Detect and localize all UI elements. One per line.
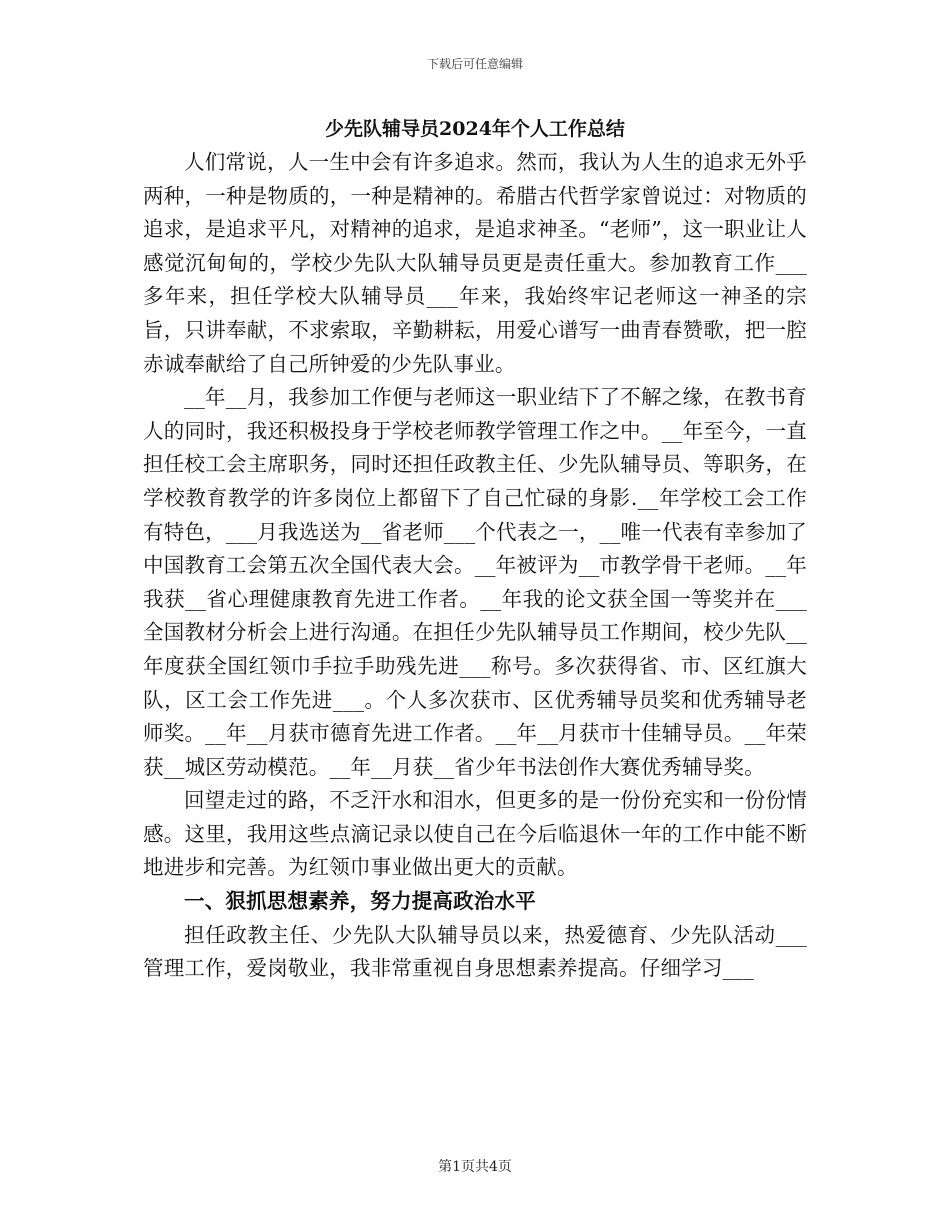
page-indicator: 第1页共4页 (438, 1159, 512, 1175)
document-body (143, 146, 807, 986)
header-note: 下载后可任意编辑 (426, 57, 523, 71)
paragraph-career: __年__月，我参加工作便与老师这一职业结下了不解之缘，在教书育人的同时，我还积极投身于学校老师教学管理工作之中。__年至今，一直担任校工会主席职务，同时还担任政教主任、少先队辅导员、等职务，在学校教育教学的许多岗位上都留下了自己忙碌的身影.__年学校工会工作有特色，___月我选送为__省老师___个代表之一，__唯一代表有幸参加了中国教育工会第五次全国代表大会。__年被评为__市教学骨干老师。__年我获__省心理健康教育先进工作者。__年我的论文获全国一等奖并在___全国教材分析会上进行沟通。在担任少先队辅导员工作期间，校少先队__年度获全国红领巾手拉手助残先进___称号。多次获得省、市、区红旗大队，区工会工作先进___。个人多次获市、区优秀辅导员奖和优秀辅导老师奖。__年__月获市德育先进工作者。__年__月获市十佳辅导员。__年荣获__城区劳动模范。__年__月获__省少年书法创作大赛优秀辅导奖。 (143, 385, 807, 779)
paragraph-section-1: 担任政教主任、少先队大队辅导员以来，热爱德育、少先队活动___管理工作，爱岗敬业，我非常重视自身思想素养提高。仔细学习___ (143, 922, 807, 981)
document-title: 少先队辅导员2024年个人工作总结 (325, 118, 625, 140)
paragraph-reflection: 回望走过的路，不乏汗水和泪水，但更多的是一份份充实和一份份情感。这里，我用这些点滴记录以使自己在今后临退休一年的工作中能不断地进步和完善。为红领巾事业做出更大的贡献。 (143, 788, 807, 880)
section-heading: 一、狠抓思想素养，努力提高政治水平 (184, 889, 536, 914)
paragraph-intro: 人们常说，人一生中会有许多追求。然而，我认为人生的追求无外乎两种，一种是物质的，一种是精神的。希腊古代哲学家曾说过：对物质的追求，是追求平凡，对精神的追求，是追求神圣。“老师”，这一职业让人感觉沉甸甸的，学校少先队大队辅导员更是责任重大。参加教育工作___多年来，担任学校大队辅导员___年来，我始终牢记老师这一神圣的宗旨，只讲奉献，不求索取，辛勤耕耘，用爱心谱写一曲青春赞歌，把一腔赤诚奉献给了自己所钟爱的少先队事业。 (143, 150, 807, 376)
